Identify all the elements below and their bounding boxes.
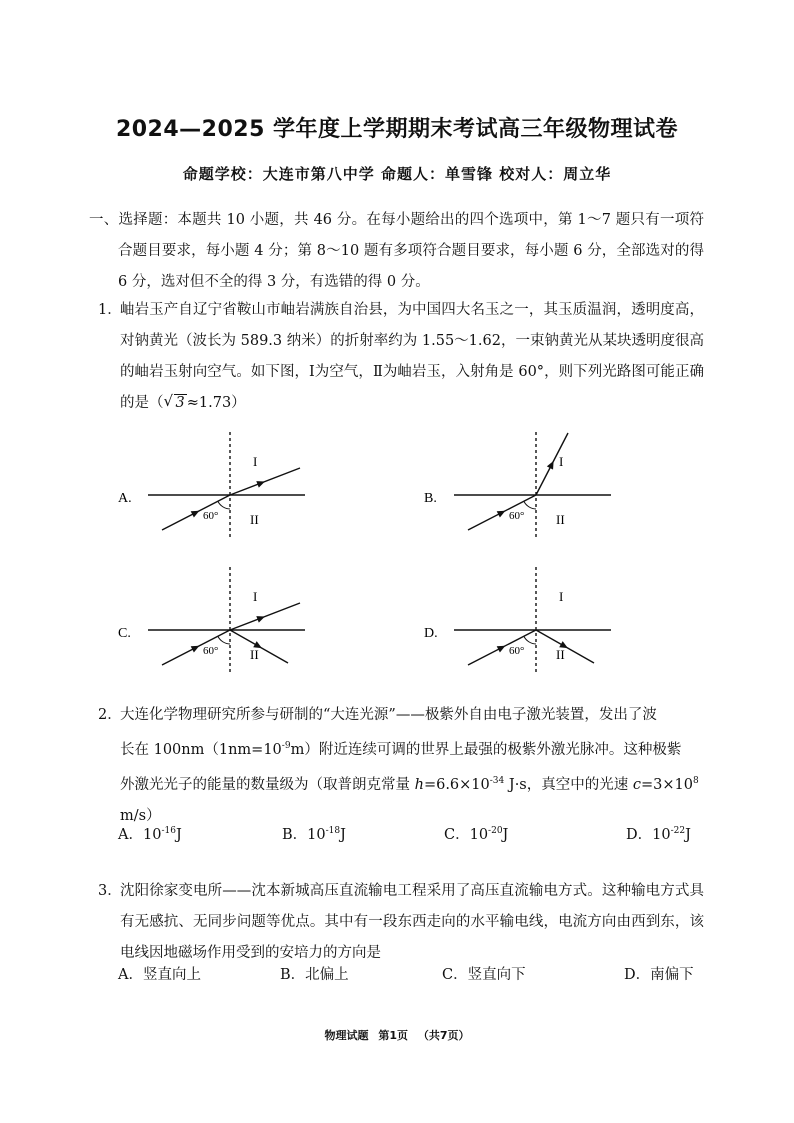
q2-line3-exp2: 8 [692, 775, 699, 786]
q2-line3-a: 外激光光子的能量的数量级为（取普朗克常量 [120, 776, 415, 793]
angle-label: 60° [509, 645, 525, 657]
angle-arc [218, 637, 230, 645]
diagram-d[interactable] [416, 565, 616, 675]
region-2-label: II [250, 512, 259, 527]
angle-label: 60° [509, 510, 525, 522]
q2-option-b[interactable] [282, 820, 346, 846]
q2-option-c[interactable] [444, 820, 508, 846]
q2-option-a-exp: -16 [161, 826, 176, 836]
question-2-line-3 [120, 766, 704, 801]
region-2-label: II [556, 647, 565, 662]
question-2-line-4: m/s） [120, 807, 161, 824]
diagram-b[interactable] [416, 430, 616, 540]
diagram-letter: B. [424, 491, 437, 506]
diagram-letter: A. [118, 491, 132, 506]
question-2-text [120, 700, 704, 832]
q2-option-c-unit: J [502, 826, 509, 843]
q2-light-speed-symbol: c [632, 776, 641, 793]
question-1-text [120, 295, 704, 419]
region-1-label: I [253, 589, 258, 604]
q3-option-c[interactable]: C．竖直向下 [442, 967, 526, 983]
q2-option-a[interactable] [118, 820, 182, 846]
q3-option-b[interactable]: B．北偏上 [280, 967, 349, 983]
q2-line3-b: =6.6×10 [423, 776, 490, 793]
q2-line2-exp: -9 [281, 741, 291, 751]
q2-option-d[interactable] [626, 820, 691, 846]
region-2-label: II [556, 512, 565, 527]
question-3-number: 3． [98, 883, 122, 899]
region-1-label: I [253, 454, 258, 469]
angle-arc [524, 502, 536, 510]
diagram-letter: C. [118, 626, 131, 641]
region-1-label: I [559, 454, 564, 469]
q2-option-b-exp: -18 [325, 826, 341, 836]
sqrt-radicand: 3 [175, 395, 185, 411]
refracted-arrow [256, 481, 265, 488]
diagram-a[interactable] [110, 430, 310, 540]
question-2-number: 2． [98, 707, 122, 723]
page-subtitle: 命题学校：大连市第八中学 命题人：单雪锋 校对人：周立华 [182, 165, 612, 183]
sqrt-symbol: √ 3 [163, 392, 185, 411]
q2-option-b-label: B．10 [282, 826, 326, 843]
q2-planck-symbol: h [414, 776, 424, 793]
q2-option-d-exp: -22 [670, 826, 686, 836]
footer-page-number: 第1页 [378, 1029, 408, 1042]
angle-label: 60° [203, 510, 219, 522]
question-2-line-1: 大连化学物理研究所参与研制的“大连光源”——极紫外自由电子激光装置，发出了波 [120, 707, 657, 723]
q2-line2-a: 长在 100nm（1nm=10 [120, 741, 282, 758]
q3-option-a[interactable]: A．竖直向上 [118, 967, 201, 983]
q2-line2-b: m）附近连续可调的世界上最强的极紫外激光脉冲。这种极紫 [290, 741, 682, 758]
footer-total-pages: （共7页） [417, 1029, 470, 1042]
q2-option-d-unit: J [685, 826, 691, 843]
angle-arc [524, 637, 536, 645]
angle-label: 60° [203, 645, 219, 657]
q2-option-a-unit: J [175, 826, 182, 843]
section-instructions: 一、选择题：本题共 10 小题，共 46 分。在每小题给出的四个选项中，第 1～7 题只有一项符合题目要求，每小题 4 分；第 8～10 题有多项符合题目要求，每小题 6 分，全部选对的得 6 分，选对但不全的得 3 分，有选错的得 0 分。 [89, 212, 704, 290]
footer-subject: 物理试题 [324, 1029, 369, 1042]
diagram-letter: D. [424, 626, 438, 641]
q2-line3-exp1: -34 [489, 775, 505, 786]
question-3-text: 沈阳徐家变电所——沈本新城高压直流输电工程采用了高压直流输电方式。这种输电方式具有无感抗、无同步问题等优点。其中有一段东西走向的水平输电线，电流方向由西到东，该电线因地磁场作用受到的安培力的方向是 [120, 883, 704, 961]
refracted-arrow [256, 616, 265, 623]
q2-option-a-label: A．10 [118, 826, 162, 843]
q2-option-c-label: C．10 [444, 826, 489, 843]
question-2-line-2 [120, 731, 704, 766]
question-1-number: 1． [98, 302, 122, 318]
page-footer [0, 1027, 794, 1043]
q3-option-d[interactable]: D．南偏下 [624, 967, 694, 983]
region-2-label: II [250, 647, 259, 662]
q2-line3-c: J·s，真空中的光速 [504, 776, 633, 793]
q2-option-d-label: D．10 [626, 826, 671, 843]
q2-option-b-unit: J [340, 826, 346, 843]
q2-option-c-exp: -20 [488, 826, 503, 836]
angle-arc [218, 502, 230, 510]
question-1-approx: ≈1.73） [186, 395, 246, 411]
question-1-stem: 岫岩玉产自辽宁省鞍山市岫岩满族自治县，为中国四大名玉之一，其玉质温润，透明度高，对钠黄光（波长为 589.3 纳米）的折射率约为 1.55～1.62，一束钠黄光从某块透明度很高的岫岩玉射向空气。如下图，Ⅰ为空气，Ⅱ为岫岩玉，入射角是 60°，则下列光路图可能正确的是（ [120, 302, 704, 411]
region-1-label: I [559, 589, 564, 604]
page-title: 2024—2025 学年度上学期期末考试高三年级物理试卷 [115, 117, 679, 142]
q2-line3-d: =3×10 [640, 776, 693, 793]
diagram-c[interactable] [110, 565, 310, 675]
